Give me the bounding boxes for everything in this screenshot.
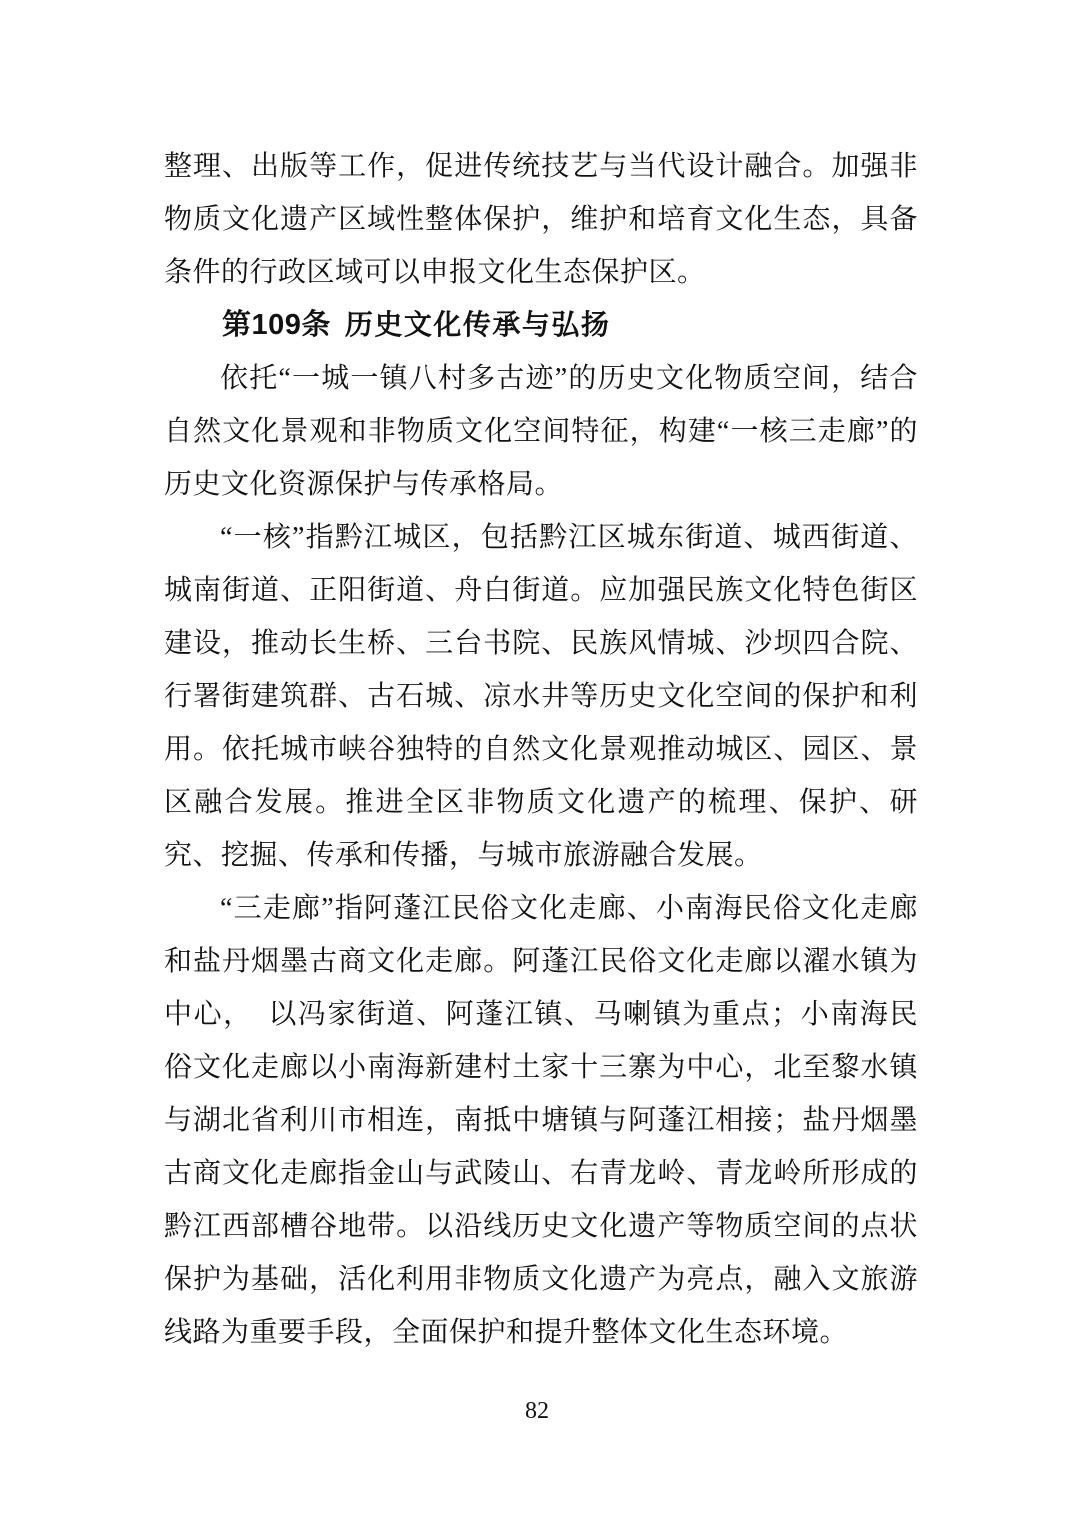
- page-number: 82: [525, 1398, 549, 1424]
- text-block: [164, 140, 918, 1359]
- paragraph-three-corridors: “三走廊”指阿蓬江民俗文化走廊、小南海民俗文化走廊和盐丹烟墨古商文化走廊。阿蓬江民俗文化走廊以濯水镇为中心， 以冯家街道、阿蓬江镇、马喇镇为重点；小南海民俗文化走廊以小南海新建村土家十三寨为中心，北至黎水镇与湖北省利川市相连，南抵中塘镇与阿蓬江相接；盐丹烟墨古商文化走廊指金山与武陵山、右青龙岭、青龙岭所形成的黔江西部槽谷地带。以沿线历史文化遗产等物质空间的点状保护为基础，活化利用非物质文化遗产为亮点，融入文旅游线路为重要手段，全面保护和提升整体文化生态环境。: [164, 893, 918, 1348]
- section-heading-article-109: [164, 299, 918, 352]
- heading-article-number: 第109条: [222, 309, 331, 341]
- paragraph-continuation: 整理、出版等工作，促进传统技艺与当代设计融合。加强非物质文化遗产区域性整体保护，维护和培育文化生态，具备条件的行政区域可以申报文化生态保护区。: [164, 151, 918, 288]
- paragraph-one-core: “一核”指黔江城区，包括黔江区城东街道、城西街道、城南街道、正阳街道、舟白街道。应加强民族文化特色街区建设，推动长生桥、三台书院、民族风情城、沙坝四合院、行署街建筑群、古石城、凉水井等历史文化空间的保护和利用。依托城市峡谷独特的自然文化景观推动城区、园区、景区融合发展。推进全区非物质文化遗产的梳理、保护、研究、挖掘、传承和传播，与城市旅游融合发展。: [164, 522, 918, 871]
- heading-article-title: 历史文化传承与弘扬: [344, 310, 611, 341]
- paragraph-overview: 依托“一城一镇八村多古迹”的历史文化物质空间，结合自然文化景观和非物质文化空间特征，构建“一核三走廊”的历史文化资源保护与传承格局。: [164, 363, 918, 500]
